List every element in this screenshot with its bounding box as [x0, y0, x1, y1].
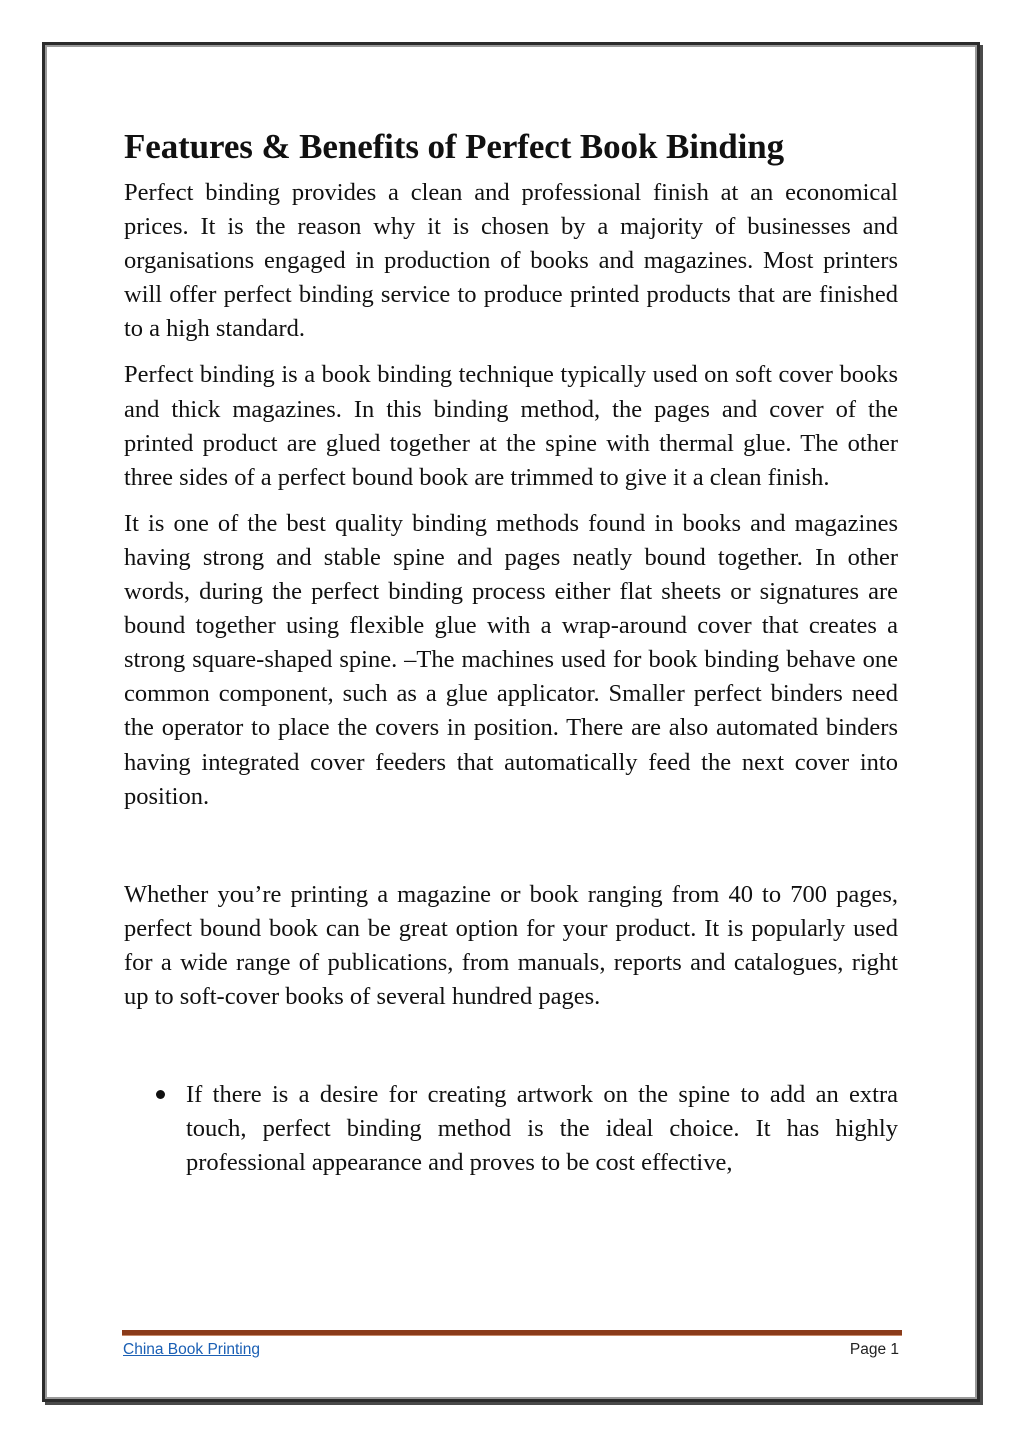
footer-divider — [122, 1330, 902, 1336]
bullet-list — [124, 1078, 898, 1180]
bullet-icon — [156, 1090, 165, 1099]
footer-link-china-book-printing[interactable]: China Book Printing — [123, 1341, 260, 1358]
paragraph-usage: Whether you’re printing a magazine or book ranging from 40 to 700 pages, perfect bound book can be great option for your product. It is popularly used for a wide range of publications, from manuals, reports and catalogues, right up to soft-cover books of several hundred pages. — [124, 880, 898, 1010]
page-title: Features & Benefits of Perfect Book Binding — [124, 127, 784, 166]
paragraph-technique: Perfect binding is a book binding technique typically used on soft cover books and thick magazines. In this binding method, the pages and cover of the printed product are glued together at the spine with thermal glue. The other three sides of a perfect bound book are trimmed to give it a clean finish. — [124, 361, 898, 491]
page-number: Page 1 — [849, 1341, 899, 1358]
paragraph-intro: Perfect binding provides a clean and professional finish at an economical prices. It is the reason why it is chosen by a majority of businesses and organisations engaged in production of books and magazines. Most printers will offer perfect binding service to produce printed products that are finished to a high standard. — [124, 179, 898, 343]
document-body — [124, 126, 898, 1180]
bullet-text: If there is a desire for creating artwork on the spine to add an extra touch, perfect binding method is the ideal choice. It has highly professional appearance and proves to be cost effective, — [186, 1081, 898, 1177]
list-item — [186, 1078, 898, 1180]
paragraph-quality: It is one of the best quality binding methods found in books and magazines having strong and stable spine and pages neatly bound together. In other words, during the perfect binding process either flat sheets or signatures are bound together using flexible glue with a wrap-around cover that creates a strong square-shaped spine. –The machines used for book binding behave one common component, such as a glue applicator. Smaller perfect binders need the operator to place the covers in position. There are also automated binders having integrated cover feeders that automatically feed the next cover into position. — [124, 509, 898, 810]
